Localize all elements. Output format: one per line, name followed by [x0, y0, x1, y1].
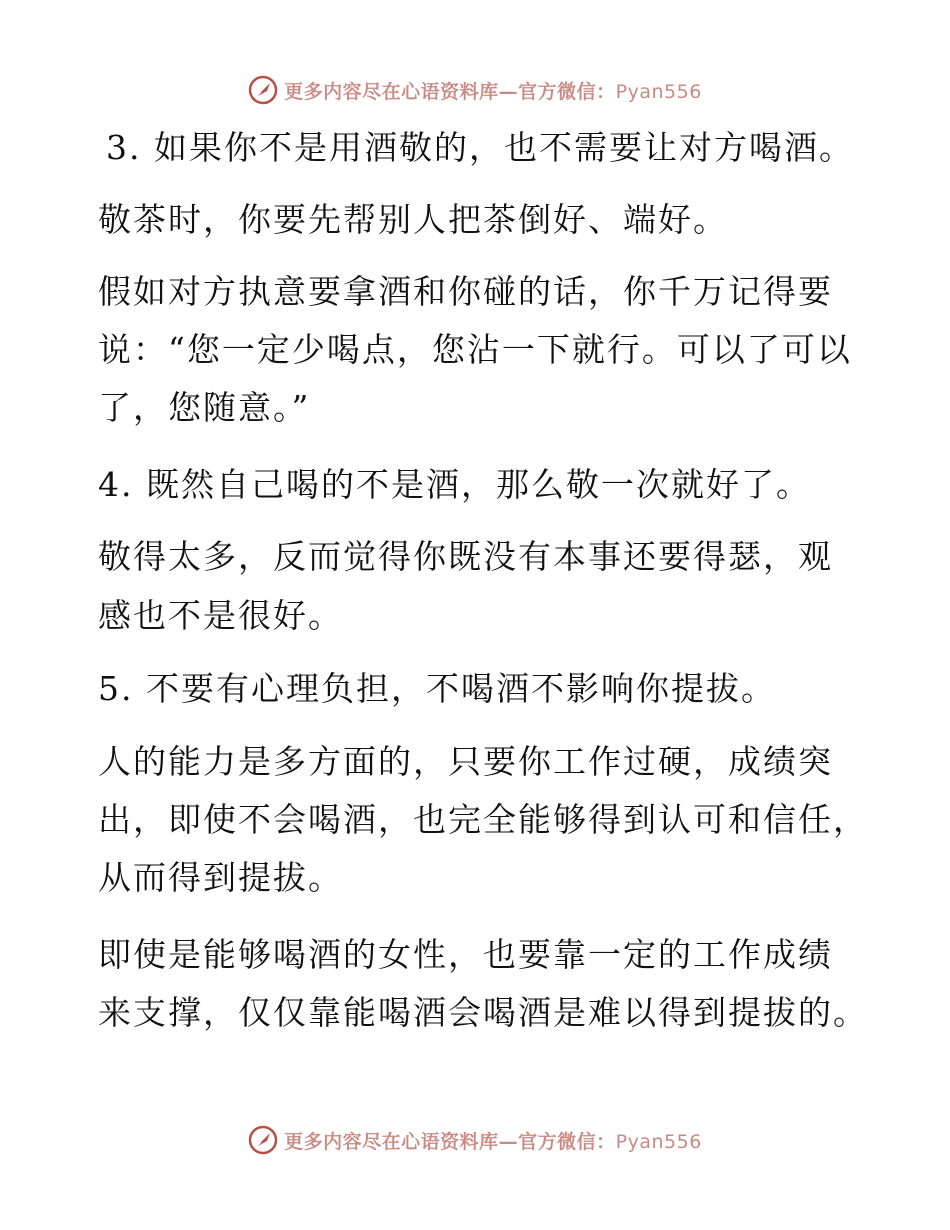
footer-watermark	[0, 1120, 950, 1160]
paragraph-line: 从而得到提拔。	[98, 858, 343, 897]
paragraph-line: 即使是能够喝酒的女性，也要靠一定的工作成绩	[98, 935, 833, 974]
feather-pen-logo-icon	[248, 1125, 278, 1155]
paragraph-line: 来支撑，仅仅靠能喝酒会喝酒是难以得到提拔的。	[98, 993, 868, 1032]
paragraph-line: 感也不是很好。	[98, 596, 343, 635]
paragraph-line: 了，您随意。”	[98, 388, 311, 427]
paragraph-line: 3. 如果你不是用酒敬的，也不需要让对方喝酒。	[106, 128, 854, 167]
header-wechat-id: Pyan556	[615, 80, 702, 103]
paragraph-line: 敬得太多，反而觉得你既没有本事还要得瑟，观	[98, 537, 833, 576]
footer-watermark-text	[284, 1127, 702, 1154]
paragraph-line: 敬茶时，你要先帮别人把茶倒好、端好。	[98, 200, 728, 239]
paragraph-line: 出，即使不会喝酒，也完全能够得到认可和信任，	[98, 800, 868, 839]
footer-watermark-main: 更多内容尽在心语资料库—官方微信：	[284, 1130, 616, 1153]
footer-wechat-id: Pyan556	[615, 1130, 702, 1153]
paragraph-line: 假如对方执意要拿酒和你碰的话，你千万记得要	[98, 272, 833, 311]
header-watermark-main: 更多内容尽在心语资料库—官方微信：	[284, 80, 616, 103]
paragraph-line: 人的能力是多方面的，只要你工作过硬，成绩突	[98, 742, 833, 781]
paragraph-line: 4. 既然自己喝的不是酒，那么敬一次就好了。	[98, 465, 811, 504]
paragraph-line: 说：“您一定少喝点，您沾一下就行。可以了可以	[98, 330, 852, 369]
paragraph-line: 5. 不要有心理负担，不喝酒不影响你提拔。	[98, 669, 776, 708]
